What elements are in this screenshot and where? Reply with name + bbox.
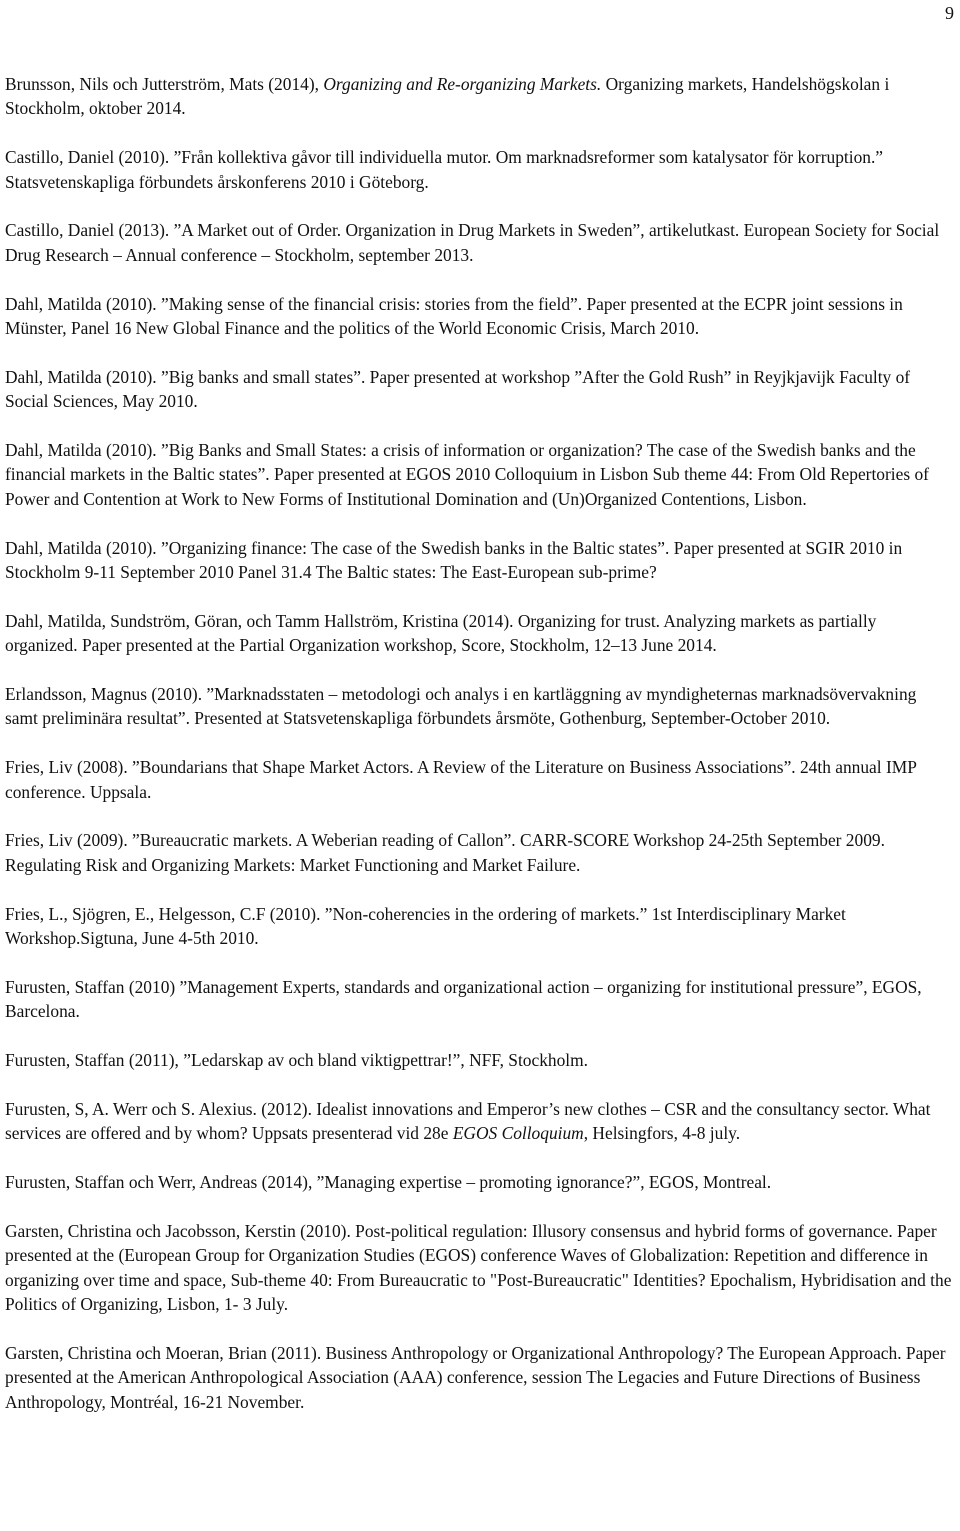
reference-entry — [5, 72, 953, 121]
reference-text: Furusten, S, A. Werr och S. Alexius. (2012). Idealist innovations and Emperor’s new clothes – CSR and the consultancy sector. What services are offered and by whom? Uppsats presenterad vid 28e — [5, 1098, 931, 1144]
reference-text: Fries, Liv (2009). ”Bureaucratic markets. A Weberian reading of Callon”. CARR-SCORE Workshop 24-25th September 2009. Regulating Risk and Organizing Markets: Market Functioning and Market Failure. — [5, 830, 885, 875]
reference-entry — [5, 1219, 953, 1317]
reference-text: Fries, Liv (2008). ”Boundarians that Shape Market Actors. A Review of the Literature on Business Associations”. 24th annual IMP conference. Uppsala. — [5, 757, 917, 802]
reference-text: Furusten, Staffan (2010) ”Management Experts, standards and organizational action – organizing for institutional pressure”, EGOS, Barcelona. — [5, 976, 922, 1022]
reference-text: Dahl, Matilda (2010). ”Organizing finance: The case of the Swedish banks in the Baltic states”. Paper presented at SGIR 2010 in Stockholm 9-11 September 2010 Panel 31.4 The Baltic states: The East-European sub-prime? — [5, 537, 903, 583]
reference-title-italic: EGOS Colloquium — [452, 1123, 584, 1144]
reference-text: Brunsson, Nils och Jutterström, Mats (2014), — [5, 74, 324, 94]
reference-text: Dahl, Matilda (2010). ”Making sense of the financial crisis: stories from the field”. Paper presented at the ECPR joint sessions in Münster, Panel 16 New Global Finance and the politics of the World Economic Crisis, March 2010. — [5, 293, 903, 339]
reference-entry — [5, 145, 953, 194]
reference-entry — [5, 1097, 953, 1146]
reference-entry — [5, 1048, 953, 1072]
reference-text: Organizing markets, Handelshögskolan i Stockholm, oktober 2014. — [5, 74, 890, 119]
reference-text: Fries, L., Sjögren, E., Helgesson, C.F (2010). ”Non-coherencies in the ordering of markets.” 1st Interdisciplinary Market Workshop.Sigtuna, June 4-5th 2010. — [5, 903, 846, 949]
reference-text: Garsten, Christina och Jacobsson, Kerstin (2010). Post-political regulation: Illusory consensus and hybrid forms of governance. Paper presented at the (European Group for Organization Studies (EGOS) conference Waves of Globalization: Repetition and difference in organizing over time and space, Sub-theme 40: From Bureaucratic to "Post-Bureaucratic" Identities? Epochalism, Hybridisation and the Politics of Organizing, Lisbon, 1- 3 July. — [5, 1220, 952, 1315]
reference-text: Furusten, Staffan och Werr, Andreas (2014), ”Managing expertise – promoting ignorance?”, EGOS, Montreal. — [5, 1172, 772, 1193]
page-number: 9 — [945, 3, 954, 23]
reference-entry — [5, 218, 953, 267]
reference-text: , Helsingfors, 4-8 july. — [583, 1123, 741, 1144]
reference-title-italic: Organizing and Re-organizing Markets. — [323, 74, 602, 94]
reference-text: Castillo, Daniel (2013). ”A Market out of Order. Organization in Drug Markets in Sweden”, artikelutkast. European Society for Social Drug Research – Annual conference – Stockholm, september 2013. — [5, 220, 940, 265]
reference-text: Furusten, Staffan (2011), ”Ledarskap av och bland viktigpettrar!”, NFF, Stockholm. — [5, 1050, 589, 1071]
reference-entry — [5, 365, 953, 414]
reference-entry — [5, 292, 953, 341]
reference-entry — [5, 755, 953, 804]
reference-text: Castillo, Daniel (2010). ”Från kollektiva gåvor till individuella mutor. Om marknadsreformer som katalysator för korruption.” Statsvetenskapliga förbundets årskonferens 2010 i Göteborg. — [5, 147, 884, 192]
reference-entry — [5, 682, 953, 731]
reference-entry — [5, 828, 953, 877]
reference-text: Erlandsson, Magnus (2010). ”Marknadsstaten – metodologi och analys i en kartläggning av myndigheternas marknadsövervakning samt preliminära resultat”. Presented at Statsvetenskapliga förbundets årsmöte, Gothenburg, September-October 2010. — [5, 684, 917, 729]
reference-entry — [5, 1341, 953, 1414]
reference-entry — [5, 609, 953, 658]
reference-entry — [5, 536, 953, 585]
reference-text: Dahl, Matilda, Sundström, Göran, och Tamm Hallström, Kristina (2014). Organizing for trust. Analyzing markets as partially organized. Paper presented at the Partial Organization workshop, Score, Stockholm, 12–13 June 2014. — [5, 610, 877, 656]
reference-text: Dahl, Matilda (2010). ”Big Banks and Small States: a crisis of information or organization? The case of the Swedish banks and the financial markets in the Baltic states”. Paper presented at EGOS 2010 Colloquium in Lisbon Sub theme 44: From Old Repertories of Power and Contention at Work to New Forms of Institutional Domination and (Un)Organized Contentions, Lisbon. — [5, 440, 929, 509]
reference-entry — [5, 1170, 953, 1194]
reference-list — [5, 72, 953, 1438]
reference-entry — [5, 902, 953, 951]
reference-entry — [5, 975, 953, 1024]
reference-text: Garsten, Christina och Moeran, Brian (2011). Business Anthropology or Organizational Anthropology? The European Approach. Paper presented at the American Anthropological Association (AAA) conference, session The Legacies and Future Directions of Business Anthropology, Montréal, 16-21 November. — [5, 1342, 946, 1412]
reference-entry — [5, 438, 953, 511]
reference-text: Dahl, Matilda (2010). ”Big banks and small states”. Paper presented at workshop ”After the Gold Rush” in Reyjkjavijk Faculty of Social Sciences, May 2010. — [5, 366, 911, 412]
